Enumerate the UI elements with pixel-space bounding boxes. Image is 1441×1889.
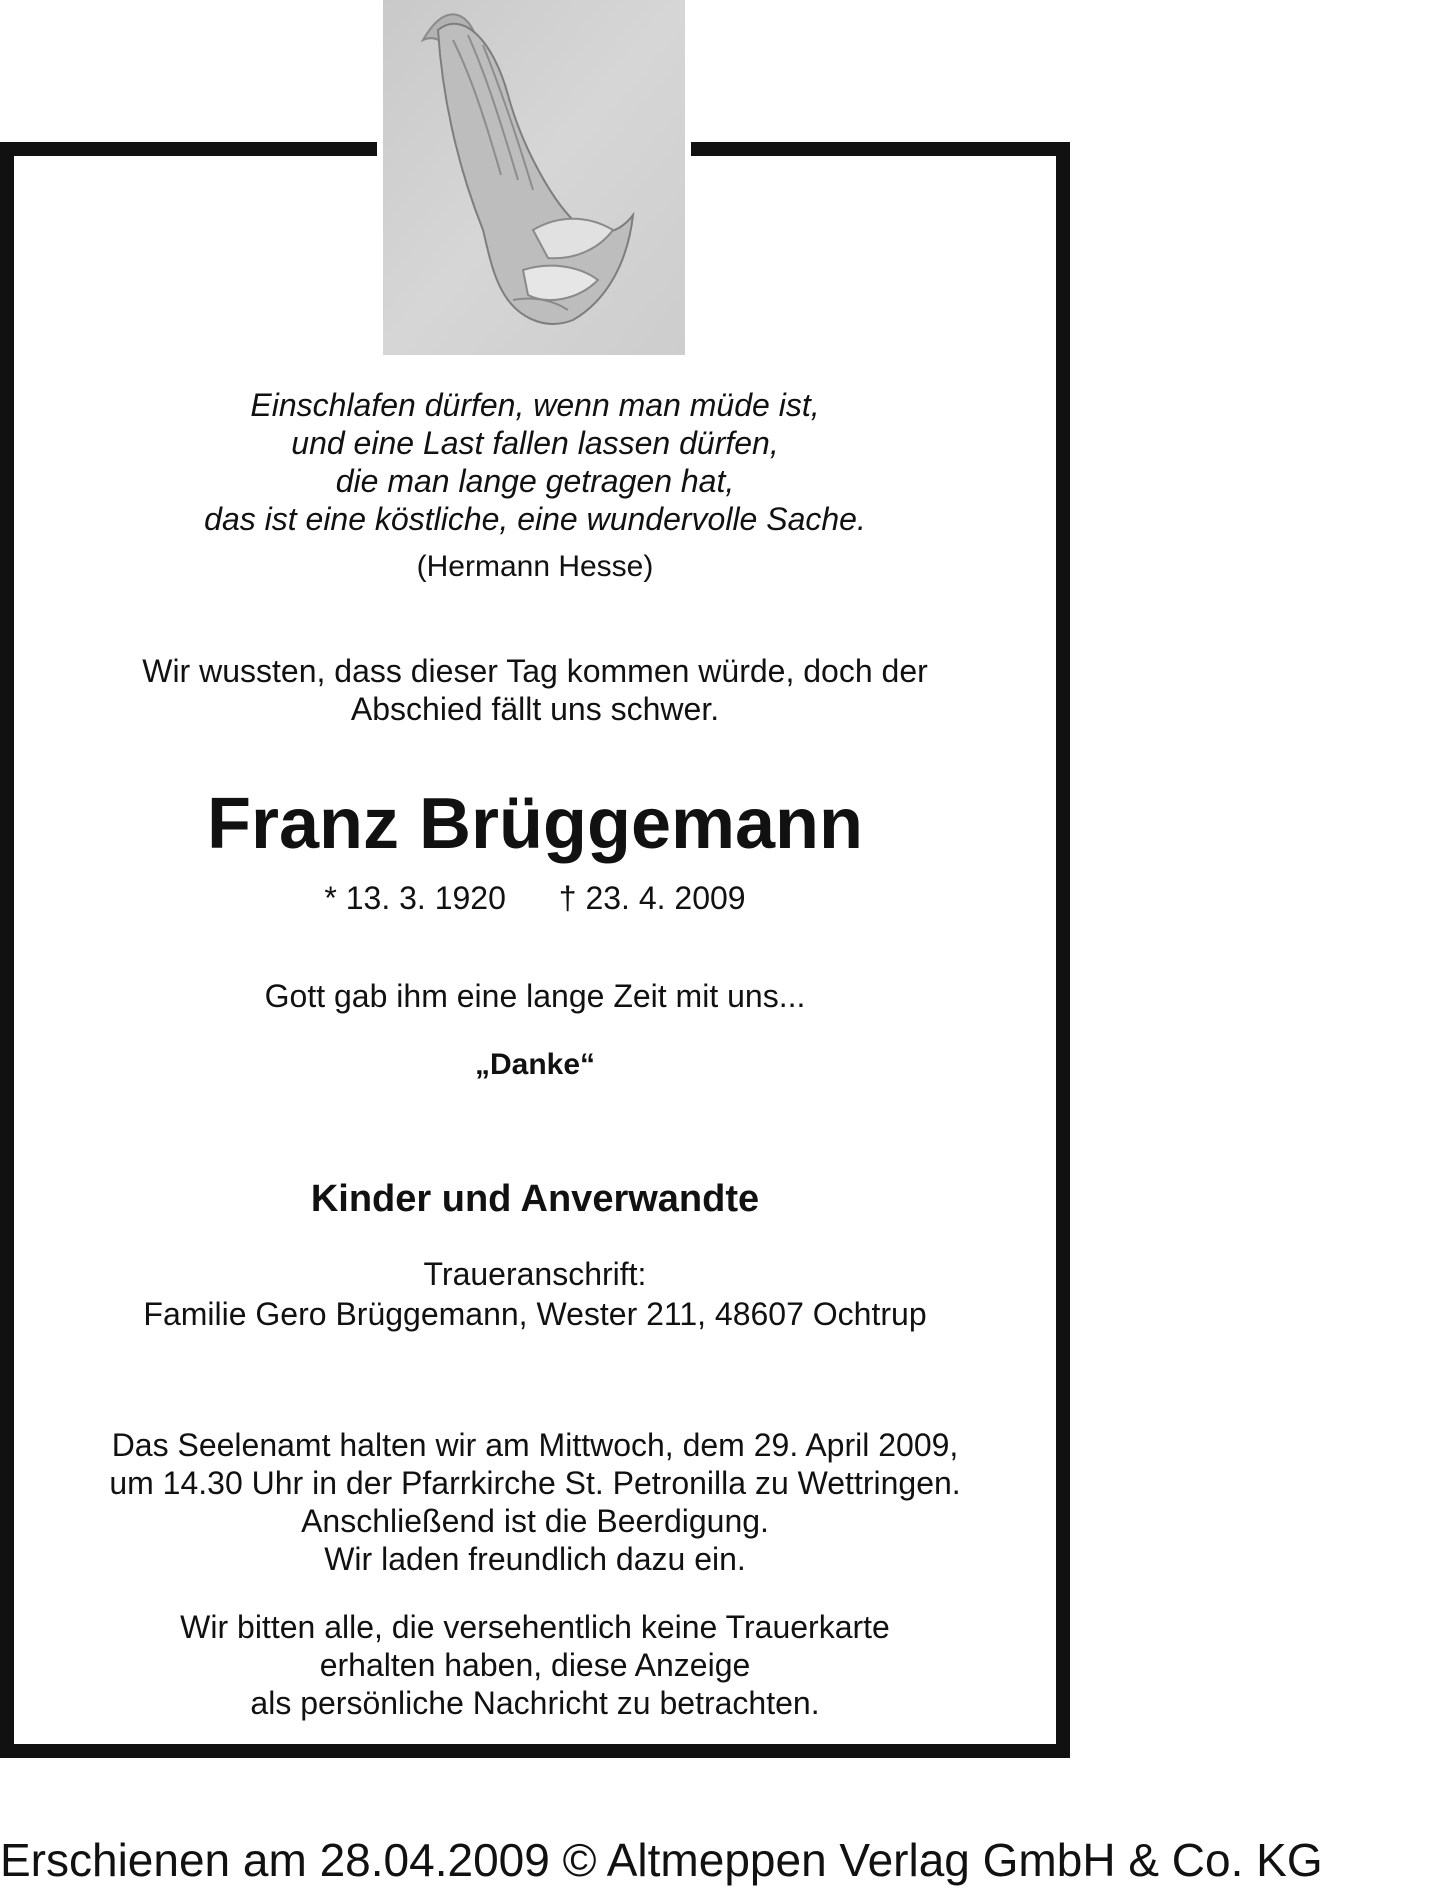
- publication-footer: Erschienen am 28.04.2009 © Altmeppen Verlag GmbH & Co. KG: [0, 1834, 1323, 1886]
- death-date: † 23. 4. 2009: [558, 880, 746, 916]
- request-text: [14, 1608, 1056, 1722]
- mourners-heading: Kinder und Anverwandte: [310, 1178, 760, 1220]
- address-label: Traueranschrift:: [423, 1256, 647, 1292]
- service-info: [14, 1426, 1056, 1578]
- intro-line: Abschied fällt uns schwer.: [350, 691, 720, 727]
- service-line: Anschließend ist die Beerdigung.: [301, 1503, 769, 1539]
- life-dates: [14, 878, 1056, 918]
- praying-hands-icon: [383, 0, 685, 355]
- poem-author: (Hermann Hesse): [416, 550, 654, 583]
- birth-date: * 13. 3. 1920: [324, 880, 506, 916]
- request-line: als persönliche Nachricht zu betrachten.: [250, 1685, 820, 1721]
- service-line: Das Seelenamt halten wir am Mittwoch, dem 29. April 2009,: [111, 1427, 959, 1463]
- request-line: erhalten haben, diese Anzeige: [319, 1647, 751, 1683]
- intro-line: Wir wussten, dass dieser Tag kommen würde, doch der: [142, 653, 928, 689]
- service-line: um 14.30 Uhr in der Pfarrkirche St. Petronilla zu Wettringen.: [109, 1465, 961, 1501]
- praying-hands-image: [377, 0, 691, 355]
- poem-line: Einschlafen dürfen, wenn man müde ist,: [250, 387, 820, 423]
- intro-text: [14, 652, 1056, 728]
- mourning-address: [14, 1254, 1056, 1334]
- tribute-text: Gott gab ihm eine lange Zeit mit uns...: [264, 978, 806, 1014]
- poem-line: das ist eine köstliche, eine wundervolle Sache.: [204, 501, 866, 537]
- poem-line: und eine Last fallen lassen dürfen,: [291, 425, 779, 461]
- poem: [14, 386, 1056, 538]
- poem-line: die man lange getragen hat,: [335, 463, 735, 499]
- request-line: Wir bitten alle, die versehentlich keine Trauerkarte: [180, 1609, 890, 1645]
- thanks-text: „Danke“: [474, 1048, 596, 1081]
- service-line: Wir laden freundlich dazu ein.: [324, 1541, 746, 1577]
- deceased-name: Franz Brüggemann: [206, 784, 864, 864]
- address-value: Familie Gero Brüggemann, Wester 211, 48607 Ochtrup: [143, 1296, 927, 1332]
